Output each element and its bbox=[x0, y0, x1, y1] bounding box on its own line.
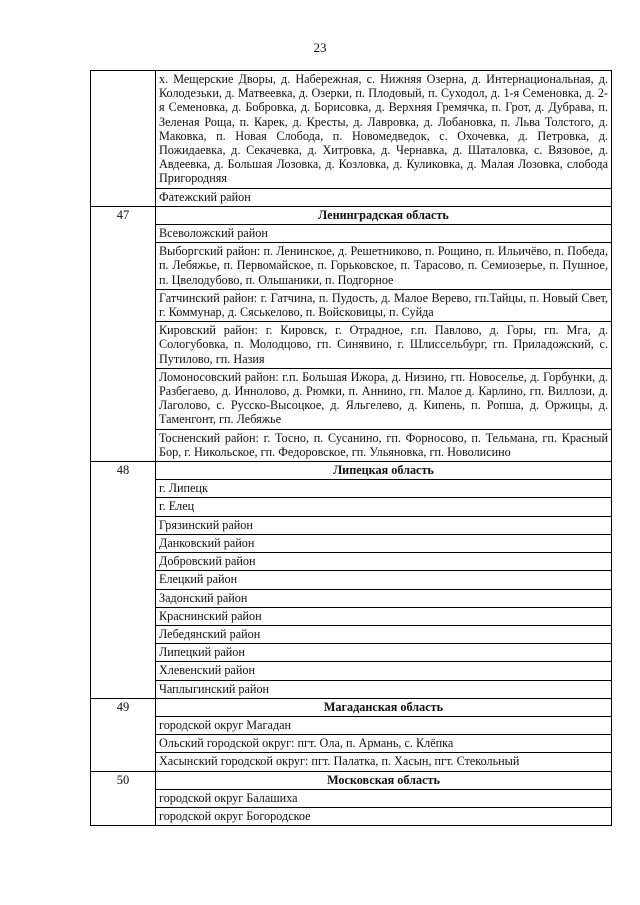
region-header-row bbox=[91, 462, 612, 480]
table-row bbox=[91, 368, 612, 429]
regions-table bbox=[90, 70, 612, 826]
table-row bbox=[91, 571, 612, 589]
territory-entry: Хлевенский район bbox=[156, 662, 612, 680]
territory-entry: Тосненский район: г. Тосно, п. Сусанино, гп. Форносово, п. Тельмана, гп. Красный Бор, г. Никольское, гп. Федоровское, гп. Ульяновка, гп. Новолисино bbox=[156, 429, 612, 461]
region-name: Московская область bbox=[156, 771, 612, 789]
region-header-row bbox=[91, 206, 612, 224]
table-row bbox=[91, 225, 612, 243]
table-row bbox=[91, 625, 612, 643]
row-number: 50 bbox=[91, 771, 156, 826]
territory-entry: Хасынский городской округ: пгт. Палатка, п. Хасын, пгт. Стекольный bbox=[156, 753, 612, 771]
table-row bbox=[91, 662, 612, 680]
table-row bbox=[91, 589, 612, 607]
row-number: 47 bbox=[91, 206, 156, 461]
table-row bbox=[91, 243, 612, 290]
table-row bbox=[91, 807, 612, 825]
table-row bbox=[91, 188, 612, 206]
table-row bbox=[91, 516, 612, 534]
territory-entry: Фатежский район bbox=[156, 188, 612, 206]
row-number: 49 bbox=[91, 698, 156, 771]
territory-entry: Добровский район bbox=[156, 553, 612, 571]
table-row bbox=[91, 680, 612, 698]
table-row bbox=[91, 480, 612, 498]
territory-entry: городской округ Богородское bbox=[156, 807, 612, 825]
row-number: 48 bbox=[91, 462, 156, 699]
territory-entry: Гатчинский район: г. Гатчина, п. Пудость, д. Малое Верево, гп.Тайцы, п. Новый Свет, г. Коммунар, д. Сяськелово, п. Войсковицы, п. Суйда bbox=[156, 289, 612, 321]
territory-entry: Грязинский район bbox=[156, 516, 612, 534]
territory-entry: Выборгский район: п. Ленинское, д. Решетниково, п. Рощино, п. Ильичёво, п. Победа, п. Лебяжье, п. Первомайское, п. Горьковское, п. Тарасово, п. Семиозерье, п. Пушное, п. Цвелодубово, п. Ольшаники, п. Подгорное bbox=[156, 243, 612, 290]
table-row bbox=[91, 429, 612, 461]
territory-entry: Елецкий район bbox=[156, 571, 612, 589]
table-row bbox=[91, 553, 612, 571]
territory-entry: г. Елец bbox=[156, 498, 612, 516]
territory-entry: Липецкий район bbox=[156, 644, 612, 662]
territory-entry: Лебедянский район bbox=[156, 625, 612, 643]
territory-entry: г. Липецк bbox=[156, 480, 612, 498]
territory-entry: городской округ Балашиха bbox=[156, 789, 612, 807]
table-row bbox=[91, 289, 612, 321]
page-number: 23 bbox=[313, 40, 327, 55]
table-row bbox=[91, 644, 612, 662]
territory-entry: х. Мещерские Дворы, д. Набережная, с. Нижняя Озерна, д. Интернациональная, д. Колодезьки, д. Матвеевка, д. Озерки, п. Плодовый, п. Суходол, д. 1-я Семеновка, д. 2-я Семеновка, д. Бобровка, д. Борисовка, д. Верхняя Гремячка, п. Грот, д. Дубрава, п. Зеленая Роща, п. Карек, д. Кресты, д. Лавровка, д. Лобановка, п. Льва Толстого, д. Маковка, п. Новая Слобода, п. Новомедведок, с. Охочевка, д. Петровка, д. Пожидаевка, д. Секачевка, д. Хитровка, д. Чернавка, д. Шаталовка, с. Вязовое, д. Авдеевка, д. Большая Лозовка, д. Козловка, д. Куликовка, д. Малая Лозовка, слобода Пригородняя bbox=[156, 71, 612, 189]
territory-entry: Краснинский район bbox=[156, 607, 612, 625]
table-row bbox=[91, 498, 612, 516]
territory-entry: городской округ Магадан bbox=[156, 716, 612, 734]
territory-entry: Чаплыгинский район bbox=[156, 680, 612, 698]
territory-entry: Всеволожский район bbox=[156, 225, 612, 243]
table-row bbox=[91, 789, 612, 807]
territory-entry: Ольский городской округ: пгт. Ола, п. Армань, с. Клёпка bbox=[156, 735, 612, 753]
row-number bbox=[91, 71, 156, 207]
region-name: Ленинградская область bbox=[156, 206, 612, 224]
territory-entry: Задонский район bbox=[156, 589, 612, 607]
table-row bbox=[91, 71, 612, 189]
table-row bbox=[91, 735, 612, 753]
table-row bbox=[91, 716, 612, 734]
table-row bbox=[91, 753, 612, 771]
territory-entry: Кировский район: г. Кировск, г. Отрадное, г.п. Павлово, д. Горы, гп. Мга, д. Сологубовка, п. Молодцово, гп. Синявино, г. Шлиссельбург, гп. Приладожский, с. Путилово, гп. Назия bbox=[156, 322, 612, 369]
region-name: Липецкая область bbox=[156, 462, 612, 480]
region-header-row bbox=[91, 698, 612, 716]
table-row bbox=[91, 322, 612, 369]
region-name: Магаданская область bbox=[156, 698, 612, 716]
territory-entry: Данковский район bbox=[156, 534, 612, 552]
region-header-row bbox=[91, 771, 612, 789]
territory-entry: Ломоносовский район: г.п. Большая Ижора, д. Низино, гп. Новоселье, д. Горбунки, д. Разбегаево, д. Иннолово, д. Рюмки, п. Аннино, гп. Малое д. Карлино, гп. Виллози, д. Лаголово, с. Русско-Высоцкое, д. Яльгелево, д. Кипень, п. Ропша, д. Оржицы, д. Таменгонт, гп. Лебяжье bbox=[156, 368, 612, 429]
table-row bbox=[91, 607, 612, 625]
table-row bbox=[91, 534, 612, 552]
